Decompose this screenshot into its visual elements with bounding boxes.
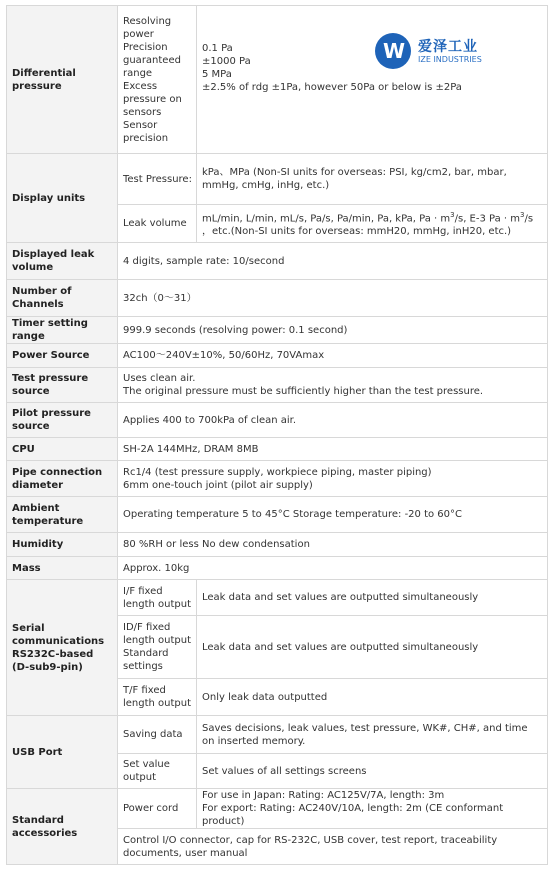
sub-label-leak-volume: Leak volume	[118, 205, 197, 243]
header-usb-port: USB Port	[7, 716, 118, 789]
value-if-output: Leak data and set values are outputted simultaneously	[197, 580, 548, 616]
leak-units-part-3: /s ，etc.(Non-SI units for overseas: mmH20, mmHg, inH20, etc.)	[202, 213, 534, 238]
row-mass	[7, 557, 548, 580]
row-differential-pressure	[7, 6, 548, 154]
row-accessories-power-cord	[7, 789, 548, 829]
sub-label-test-pressure: Test Pressure:	[118, 154, 197, 205]
sub-label-sensor-precision: Sensor precision	[123, 119, 169, 144]
sub-label-if-output: I/F fixed length output	[118, 580, 197, 616]
value-saving-data: Saves decisions, leak values, test pressure, WK#, CH#, and time on inserted memory.	[197, 716, 548, 754]
power-cord-line-2: For export: Rating: AC240V/10A, length: 2m (CE conformant product)	[202, 803, 504, 827]
sub-label-resolving-power: Resolving power	[123, 15, 172, 40]
sub-label-set-value-output: Set value output	[118, 754, 197, 789]
value-humidity: 80 %RH or less No dew condensation	[118, 533, 548, 557]
header-standard-accessories: Standard accessories	[7, 789, 118, 865]
sub-label-power-cord: Power cord	[118, 789, 197, 829]
leak-units-part-1: mL/min, L/min, mL/s, Pa/s, Pa/min, Pa, kPa, Pa · m	[202, 213, 451, 225]
test-source-line-1: Uses clean air.	[123, 373, 196, 384]
superscript-3: 3	[450, 210, 455, 219]
value-sensor-precision: ±2.5% of rdg ±1Pa, however 50Pa or below is ±2Pa	[202, 82, 462, 93]
sub-label-excess-pressure: Excess pressure on sensors	[123, 80, 182, 118]
header-pilot-pressure-source: Pilot pressure source	[7, 403, 118, 438]
ize-logo-icon: W	[375, 33, 411, 69]
row-test-pressure-source	[7, 368, 548, 403]
row-displayed-leak	[7, 243, 548, 280]
row-serial-if	[7, 580, 548, 616]
value-precision-range: ±1000 Pa	[202, 56, 251, 67]
diff-values	[197, 6, 548, 154]
leak-units-part-2: /s, E-3 Pa · m	[454, 213, 521, 225]
row-ambient-temperature	[7, 497, 548, 533]
sub-label-saving-data: Saving data	[118, 716, 197, 754]
sub-label-precision-range: Precision guaranteed range	[123, 41, 181, 79]
diff-sub-labels	[118, 6, 197, 154]
row-cpu	[7, 438, 548, 461]
header-serial-communications: Serial communications RS232C-based (D-sub9-pin)	[7, 580, 118, 716]
value-pilot-pressure-source: Applies 400 to 700kPa of clean air.	[118, 403, 548, 438]
header-ambient-temperature: Ambient temperature	[7, 497, 118, 533]
sub-label-tf-output: T/F fixed length output	[118, 679, 197, 716]
value-pipe-connection	[118, 461, 548, 497]
header-displayed-leak: Displayed leak volume	[7, 243, 118, 280]
value-test-pressure-units: kPa、MPa (Non-SI units for overseas: PSI, kg/cm2, bar, mbar, mmHg, cmHg, inHg, etc.)	[197, 154, 548, 205]
row-timer	[7, 317, 548, 344]
value-idf-output: Leak data and set values are outputted simultaneously	[197, 616, 548, 679]
value-leak-volume-units	[197, 205, 548, 243]
value-channels: 32ch（0～31）	[118, 280, 548, 317]
pipe-line-1: Rc1/4 (test pressure supply, workpiece piping, master piping)	[123, 466, 432, 478]
header-pipe-connection: Pipe connection diameter	[7, 461, 118, 497]
value-excess-pressure: 5 MPa	[202, 69, 232, 80]
sub-label-idf-output: ID/F fixed length output Standard settings	[118, 616, 197, 679]
row-pipe-connection	[7, 461, 548, 497]
value-resolving-power: 0.1 Pa	[202, 43, 233, 54]
value-set-value-output: Set values of all settings screens	[197, 754, 548, 789]
row-power-source	[7, 344, 548, 368]
power-cord-line-1: For use in Japan: Rating: AC125V/7A, length: 3m	[202, 790, 445, 801]
header-timer: Timer setting range	[7, 317, 118, 344]
value-power-cord	[197, 789, 548, 829]
row-humidity	[7, 533, 548, 557]
logo-chinese-name: 爱泽工业	[418, 39, 478, 55]
header-differential-pressure: Differential pressure	[7, 6, 118, 154]
spec-table	[6, 5, 548, 865]
value-mass: Approx. 10kg	[118, 557, 548, 580]
header-power-source: Power Source	[7, 344, 118, 368]
header-display-units: Display units	[7, 154, 118, 243]
header-humidity: Humidity	[7, 533, 118, 557]
row-display-units-test	[7, 154, 548, 205]
header-cpu: CPU	[7, 438, 118, 461]
header-mass: Mass	[7, 557, 118, 580]
superscript-3: 3	[520, 210, 525, 219]
value-other-accessories: Control I/O connector, cap for RS-232C, USB cover, test report, traceability documents, user manual	[118, 829, 548, 865]
row-channels	[7, 280, 548, 317]
row-pilot-pressure-source	[7, 403, 548, 438]
value-cpu: SH-2A 144MHz, DRAM 8MB	[118, 438, 548, 461]
row-usb-saving	[7, 716, 548, 754]
logo-english-name: IZE INDUSTRIES	[418, 55, 482, 64]
ize-logo	[375, 33, 495, 73]
value-power-source: AC100～240V±10%, 50/60Hz, 70VAmax	[118, 344, 548, 368]
value-displayed-leak: 4 digits, sample rate: 10/second	[118, 243, 548, 280]
value-tf-output: Only leak data outputted	[197, 679, 548, 716]
pipe-line-2: 6mm one-touch joint (pilot air supply)	[123, 479, 313, 491]
test-source-line-2: The original pressure must be sufficiently higher than the test pressure.	[123, 386, 484, 397]
value-ambient-temperature: Operating temperature 5 to 45°C Storage temperature: -20 to 60°C	[118, 497, 548, 533]
header-channels: Number of Channels	[7, 280, 118, 317]
value-timer: 999.9 seconds (resolving power: 0.1 second)	[118, 317, 548, 344]
header-test-pressure-source: Test pressure source	[7, 368, 118, 403]
value-test-pressure-source	[118, 368, 548, 403]
